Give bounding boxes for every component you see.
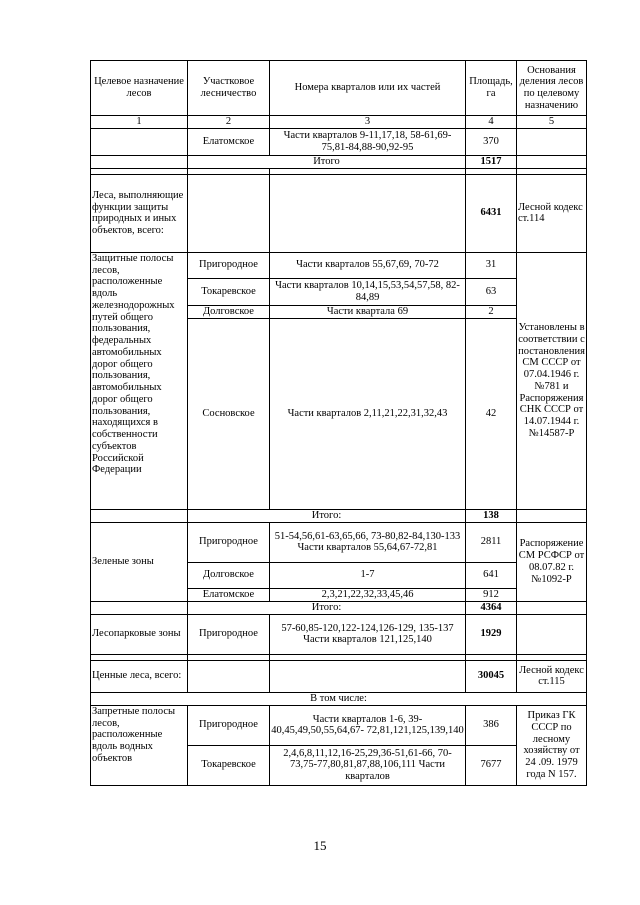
basis-cell: Установлены в соответствии с постановления СМ СССР от 07.04.1946 г. №781 и Распоряжения СНК СССР от 14.07.1944 г. №14587-Р bbox=[517, 252, 587, 509]
empty-cell bbox=[91, 509, 188, 522]
area-cell: 6431 bbox=[466, 174, 517, 252]
empty-cell bbox=[517, 601, 587, 614]
quarters-cell: Части кварталов 55,67,69, 70-72 bbox=[270, 252, 466, 278]
column-number: 3 bbox=[270, 116, 466, 129]
forestry-cell: Елатомское bbox=[188, 128, 270, 155]
purpose-cell bbox=[91, 128, 188, 155]
basis-cell: Лесной кодекс ст.114 bbox=[517, 174, 587, 252]
forestry-cell: Пригородное bbox=[188, 252, 270, 278]
forestry-cell: Сосновское bbox=[188, 318, 270, 509]
area-cell: 63 bbox=[466, 278, 517, 305]
quarters-cell: Части кварталов 2,11,21,22,31,32,43 bbox=[270, 318, 466, 509]
column-number: 2 bbox=[188, 116, 270, 129]
quarters-cell: Части кварталов 1-6, 39-40,45,49,50,55,64,67- 72,81,121,125,139,140 bbox=[270, 705, 466, 745]
area-cell: 370 bbox=[466, 128, 517, 155]
quarters-cell: 1-7 bbox=[270, 562, 466, 588]
total-row bbox=[91, 155, 587, 168]
column-number: 1 bbox=[91, 116, 188, 129]
quarters-cell: 57-60,85-120,122-124,126-129, 135-137 Части кварталов 121,125,140 bbox=[270, 614, 466, 654]
empty-cell bbox=[517, 614, 587, 654]
quarters-cell: Части кварталов 9-11,17,18, 58-61,69-75,81-84,88-90,92-95 bbox=[270, 128, 466, 155]
column-number-row bbox=[91, 116, 587, 129]
purpose-cell: Защитные полосы лесов, расположенные вдоль железнодорожных путей общего пользования, федеральных автомобильных дорог общего пользования, автомобильных дорог общего пользования, находящихся в собственности субъектов Российской Федерации bbox=[91, 252, 188, 509]
table-row bbox=[91, 614, 587, 654]
total-label: Итого bbox=[188, 155, 466, 168]
empty-cell bbox=[91, 601, 188, 614]
forest-purpose-table bbox=[90, 60, 587, 786]
purpose-cell: Леса, выполняющие функции защиты природных и иных объектов, всего: bbox=[91, 174, 188, 252]
table-row bbox=[91, 660, 587, 692]
purpose-cell: Запретные полосы лесов, расположенные вдоль водных объектов bbox=[91, 705, 188, 785]
forestry-cell: Пригородное bbox=[188, 705, 270, 745]
basis-cell: Приказ ГК СССР по лесному хозяйству от 24 .09. 1979 года N 157. bbox=[517, 705, 587, 785]
empty-cell bbox=[517, 509, 587, 522]
forestry-cell: Елатомское bbox=[188, 588, 270, 601]
purpose-cell: Лесопарковые зоны bbox=[91, 614, 188, 654]
total-area: 1517 bbox=[466, 155, 517, 168]
empty-cell bbox=[188, 660, 270, 692]
empty-cell bbox=[517, 155, 587, 168]
area-cell: 912 bbox=[466, 588, 517, 601]
total-row bbox=[91, 509, 587, 522]
header-basis: Основания деления лесов по целевому назначению bbox=[517, 61, 587, 116]
table-header-row bbox=[91, 61, 587, 116]
quarters-cell: Части квартала 69 bbox=[270, 305, 466, 318]
forest-purpose-table-container bbox=[90, 60, 586, 786]
total-label: Итого: bbox=[188, 601, 466, 614]
header-area: Площадь, га bbox=[466, 61, 517, 116]
forestry-cell: Пригородное bbox=[188, 522, 270, 562]
total-area: 138 bbox=[466, 509, 517, 522]
table-row bbox=[91, 705, 587, 745]
empty-cell bbox=[188, 174, 270, 252]
purpose-cell: Ценные леса, всего: bbox=[91, 660, 188, 692]
including-label: В том числе: bbox=[91, 692, 587, 705]
forestry-cell: Токаревское bbox=[188, 278, 270, 305]
empty-cell bbox=[270, 174, 466, 252]
forestry-cell: Долговское bbox=[188, 562, 270, 588]
table-row bbox=[91, 174, 587, 252]
area-cell: 42 bbox=[466, 318, 517, 509]
empty-cell bbox=[91, 155, 188, 168]
basis-cell bbox=[517, 128, 587, 155]
column-number: 5 bbox=[517, 116, 587, 129]
forestry-cell: Долговское bbox=[188, 305, 270, 318]
area-cell: 7677 bbox=[466, 745, 517, 785]
purpose-cell: Зеленые зоны bbox=[91, 522, 188, 601]
quarters-cell: 51-54,56,61-63,65,66, 73-80,82-84,130-133 Части кварталов 55,64,67-72,81 bbox=[270, 522, 466, 562]
header-quarters: Номера кварталов или их частей bbox=[270, 61, 466, 116]
area-cell: 2 bbox=[466, 305, 517, 318]
forestry-cell: Пригородное bbox=[188, 614, 270, 654]
quarters-cell: 2,3,21,22,32,33,45,46 bbox=[270, 588, 466, 601]
area-cell: 30045 bbox=[466, 660, 517, 692]
table-row bbox=[91, 128, 587, 155]
area-cell: 1929 bbox=[466, 614, 517, 654]
area-cell: 2811 bbox=[466, 522, 517, 562]
table-row bbox=[91, 252, 587, 278]
area-cell: 386 bbox=[466, 705, 517, 745]
basis-cell: Лесной кодекс ст.115 bbox=[517, 660, 587, 692]
quarters-cell: Части кварталов 10,14,15,53,54,57,58, 82-84,89 bbox=[270, 278, 466, 305]
page-number: 15 bbox=[313, 838, 327, 853]
column-number: 4 bbox=[466, 116, 517, 129]
header-purpose: Целевое назначение лесов bbox=[91, 61, 188, 116]
total-row bbox=[91, 601, 587, 614]
total-label: Итого: bbox=[188, 509, 466, 522]
total-area: 4364 bbox=[466, 601, 517, 614]
area-cell: 31 bbox=[466, 252, 517, 278]
table-row bbox=[91, 522, 587, 562]
forestry-cell: Токаревское bbox=[188, 745, 270, 785]
quarters-cell: 2,4,6,8,11,12,16-25,29,36-51,61-66, 70-73,75-77,80,81,87,88,106,111 Части кварталов bbox=[270, 745, 466, 785]
header-forestry: Участковое лесничество bbox=[188, 61, 270, 116]
empty-cell bbox=[270, 660, 466, 692]
including-row bbox=[91, 692, 587, 705]
basis-cell: Распоряжение СМ РСФСР от 08.07.82 г. №1092-Р bbox=[517, 522, 587, 601]
area-cell: 641 bbox=[466, 562, 517, 588]
